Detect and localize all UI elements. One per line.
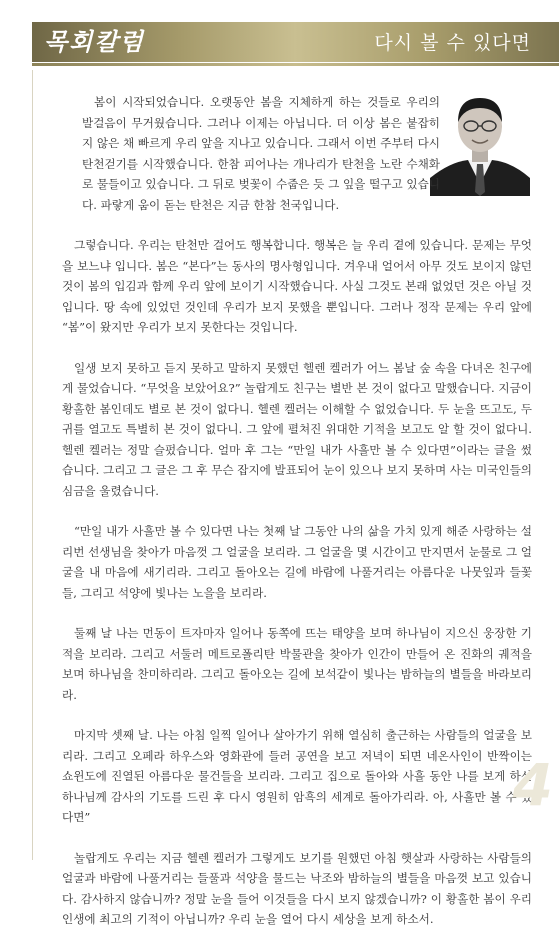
article-body <box>62 92 532 930</box>
column-header <box>0 0 559 72</box>
article-title: 다시 볼 수 있다면 <box>374 32 531 54</box>
quote-paragraph: “만일 내가 사흘만 볼 수 있다면 나는 첫째 날 그동안 나의 삶을 가치 있게 해준 사랑하는 설리번 선생님을 찾아가 마음껏 그 얼굴을 보리라. 그 얼굴을 몇 시간이고 만지면서 눈물로 그 얼굴을 내 마음에 새기리라. 그리고 돌아오는 길에 바람에 나풀거리는 아름다운 나뭇잎과 들꽃들, 그리고 석양에 빛나는 노을을 보리라. <box>62 524 532 600</box>
left-margin-rule <box>32 70 33 860</box>
quote-paragraph: 마지막 셋째 날. 나는 아침 일찍 일어나 살아가기 위해 열심히 출근하는 사람들의 얼굴을 보리라. 그리고 오페라 하우스와 영화관에 들러 공연을 보고 저녁이 되면 네온사인이 반짝이는 쇼윈도에 진열된 아름다운 물건들을 보리라. 그리고 집으로 돌아와 사흘 동안 나를 보게 하신 하나님께 감사의 기도를 드린 후 다시 영원히 암흑의 세계로 돌아가리라. 아, 사흘만 볼 수 있다면” <box>62 728 532 824</box>
paragraph: 놀랍게도 우리는 지금 헬렌 켈러가 그렇게도 보기를 원했던 아침 햇살과 사랑하는 사람들의 얼굴과 바람에 나풀거리는 들풀과 석양을 물드는 낙조와 밤하늘의 별들을 마음껏 보고 있습니다. 감사하지 않습니까? 정말 눈을 들어 이것들을 다시 보지 않겠습니까? 이 황홀한 봄이 우리 인생에 최고의 기적이 아닙니까? 우리 눈을 열어 다시 세상을 보게 하소서. <box>62 850 532 926</box>
quote-paragraph: 둘째 날 나는 먼동이 트자마자 일어나 동쪽에 뜨는 태양을 보며 하나님이 지으신 웅장한 기적을 보리라. 그리고 서둘러 메트로폴리탄 박물관을 찾아가 인간이 만들어 온 진화의 궤적을 보며 하나님을 찬미하리라. 그리고 돌아오는 길에 보석같이 빛나는 밤하늘의 별들을 바라보리라. <box>62 626 532 702</box>
paragraph: 일생 보지 못하고 듣지 못하고 말하지 못했던 헬렌 켈러가 어느 봄날 숲 속을 다녀온 친구에게 물었습니다. “무엇을 보았어요?” 놀랍게도 친구는 별반 본 것이 없다고 말했습니다. 지금이 황홀한 봄인데도 별로 본 것이 없다니. 헬렌 켈러는 이해할 수 없었습니다. 두 눈을 뜨고도, 두 귀를 열고도 특별히 본 것이 없다니. 그 앞에 펼쳐진 위대한 기적을 보고도 알 할 것이 없다니. 헬렌 켈러는 정말 슬펐습니다. 얼마 후 그는 “만일 내가 사흘만 볼 수 있다면”이라는 글을 썼습니다. 그리고 그 글은 그 후 무슨 잡지에 발표되어 눈이 있으나 보지 못하며 사는 미국인들의 심금을 울렸습니다. <box>62 360 532 498</box>
page-number: 4 <box>512 751 553 819</box>
column-title: 목회칼럼 <box>44 28 145 56</box>
paragraph: 봄이 시작되었습니다. 오랫동안 봄을 지체하게 하는 것들로 우리의 발걸음이 무거웠습니다. 그러나 이제는 아닙니다. 더 이상 봄은 붙잡히지 않은 채 빠르게 우리 앞을 지나고 있습니다. 그래서 이번 주부터 다시 탄천걷기를 시작했습니다. 한참 피어나는 개나리가 탄천을 노란 수채화로 물들이고 있습니다. 그 뒤로 벚꽃이 수줍은 듯 그 잎을 떨구고 있습니다. 파랗게 움이 돋는 탄천은 지금 한참 천국입니다. <box>82 95 440 212</box>
paragraph: 그렇습니다. 우리는 탄천만 걸어도 행복합니다. 행복은 늘 우리 곁에 있습니다. 문제는 무엇을 보느냐 입니다. 봄은 “본다”는 동사의 명사형입니다. 겨우내 얼어서 아무 것도 보이지 않던 것이 봄의 입김과 함께 우리 앞에 보이기 시작했습니다. 사실 그것도 본래 없었던 것은 아닐 것입니다. 땅 속에 있었던 것인데 우리가 보지 못했을 뿐입니다. 그러나 정작 문제는 우리 앞에 “봄”이 왔지만 우리가 보지 못한다는 것입니다. <box>62 238 532 334</box>
